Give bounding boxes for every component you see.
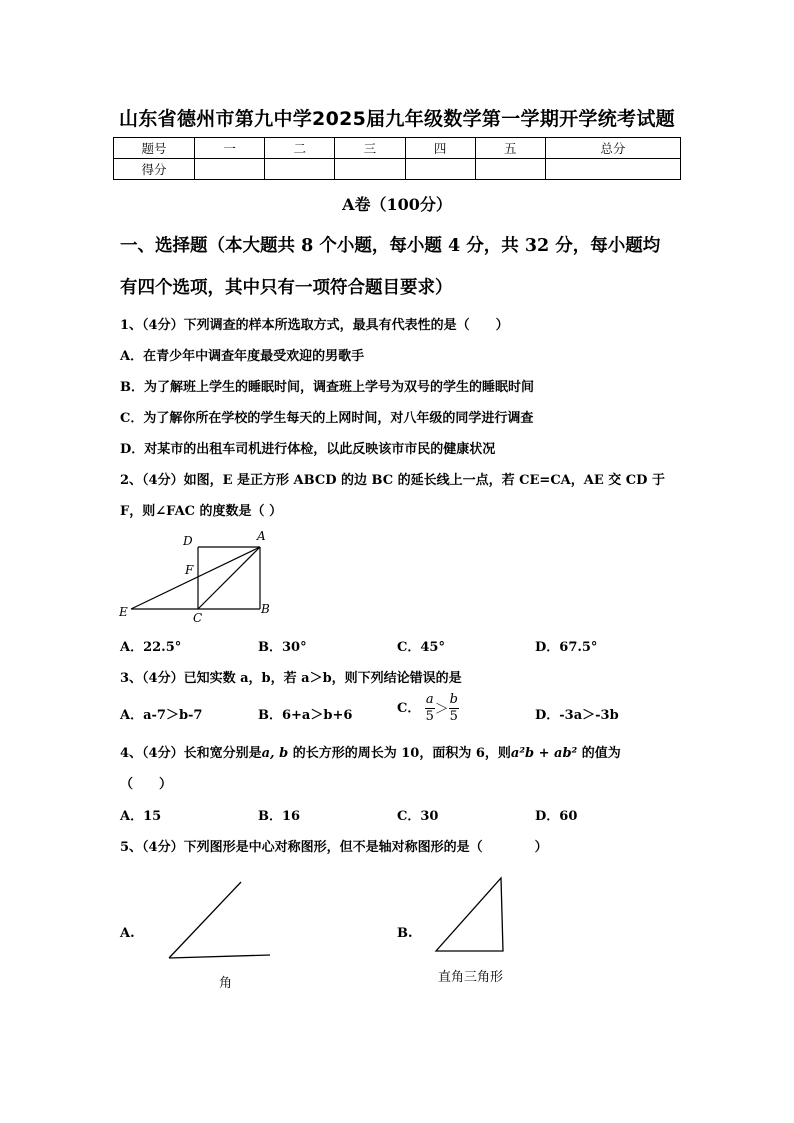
score-table	[113, 137, 681, 180]
q4-stem-pre: 4、（4分）长和宽分别是	[120, 746, 262, 761]
q5-option-a[interactable]: A.	[120, 926, 135, 941]
section-a-heading: A卷（100分）	[342, 195, 452, 214]
q4-stem-expr: a²b + ab²	[510, 746, 578, 761]
q4-stem-mid: 的长方形的周长为 10，面积为 6，则	[288, 746, 511, 761]
fraction-denominator: 5	[449, 709, 458, 724]
q4-stem-line2: （ ）	[120, 777, 173, 792]
right-triangle-figure	[430, 872, 510, 956]
q1-stem: 1、（4分）下列调查的样本所选取方式，最具有代表性的是（ ）	[120, 318, 509, 333]
q3-option-a[interactable]: A．a-7＞b-7	[120, 708, 203, 723]
label-c: C	[193, 611, 203, 625]
score-header-cell: 五	[475, 138, 545, 159]
score-cell[interactable]	[405, 159, 475, 180]
q5-option-b[interactable]: B.	[397, 926, 413, 941]
exam-title: 山东省德州市第九中学2025届九年级数学第一学期开学统考试题	[119, 108, 675, 130]
q4-option-a[interactable]: A．15	[120, 809, 162, 824]
segment-ac	[198, 547, 260, 609]
q2-stem-line2: F，则∠FAC 的度数是（ ）	[120, 504, 283, 519]
q2-option-a[interactable]: A．22.5°	[120, 640, 182, 655]
q4-stem-post: 的值为	[577, 746, 621, 761]
angle-ray-lower	[169, 955, 270, 958]
q4-option-c[interactable]: C．30	[397, 809, 439, 824]
q2-option-d[interactable]: D．67.5°	[535, 640, 598, 655]
label-e: E	[119, 605, 128, 619]
section1-heading-line2: 有四个选项，其中只有一项符合题目要求）	[120, 278, 453, 298]
q2-option-c[interactable]: C．45°	[397, 640, 445, 655]
fraction-numerator: a	[425, 692, 434, 707]
score-cell[interactable]	[195, 159, 265, 180]
q3-option-c-prefix: C．	[397, 701, 421, 716]
q2-option-b[interactable]: B．30°	[258, 640, 307, 655]
score-cell[interactable]	[335, 159, 405, 180]
q1-option-b[interactable]: B．为了解班上学生的睡眠时间，调查班上学号为双号的学生的睡眠时间	[120, 380, 534, 395]
fraction-numerator: b	[449, 692, 458, 707]
q1-option-d[interactable]: D．对某市的出租车司机进行体检，以此反映该市市民的健康状况	[120, 442, 496, 457]
q4-stem	[120, 742, 621, 761]
score-header-cell: 一	[195, 138, 265, 159]
fraction-b-over-5	[449, 692, 459, 725]
label-b: B	[261, 602, 270, 616]
label-f: F	[185, 563, 194, 577]
score-header-cell: 二	[265, 138, 335, 159]
q1-option-a[interactable]: A．在青少年中调查年度最受欢迎的男歌手	[120, 349, 365, 364]
greater-than-sign: ＞	[434, 701, 449, 718]
score-table-score-row	[114, 159, 681, 180]
score-cell[interactable]	[475, 159, 545, 180]
section1-heading-line1: 一、选择题（本大题共 8 个小题，每小题 4 分，共 32 分，每小题均	[120, 236, 661, 256]
q4-option-d[interactable]: D．60	[535, 809, 578, 824]
score-header-cell: 三	[335, 138, 405, 159]
q2-stem-line1: 2、（4分）如图，E 是正方形 ABCD 的边 BC 的延长线上一点，若 CE=CA，AE 交 CD 于	[120, 473, 665, 488]
q5-stem: 5、（4分）下列图形是中心对称图形，但不是轴对称图形的是（ ）	[120, 840, 548, 855]
q4-stem-vars: a, b	[261, 746, 289, 761]
q5-option-b-caption: 直角三角形	[438, 970, 504, 985]
q3-stem: 3、（4分）已知实数 a，b，若 a＞b，则下列结论错误的是	[120, 671, 462, 686]
q5-option-a-caption: 角	[219, 976, 233, 991]
score-row-label: 得分	[114, 159, 195, 180]
q4-option-b[interactable]: B．16	[258, 809, 301, 824]
score-cell[interactable]	[545, 159, 680, 180]
angle-figure	[160, 876, 280, 966]
fraction-denominator: 5	[425, 709, 434, 724]
score-header-cell: 总分	[545, 138, 680, 159]
right-triangle	[436, 878, 503, 951]
score-cell[interactable]	[265, 159, 335, 180]
q3-option-d[interactable]: D．-3a＞-3b	[535, 708, 619, 723]
score-table-header-row	[114, 138, 681, 159]
square-figure	[112, 526, 282, 628]
segment-ae	[131, 547, 260, 609]
label-a: A	[257, 529, 266, 543]
score-header-cell: 四	[405, 138, 475, 159]
fraction-a-over-5	[425, 692, 435, 725]
score-header-cell: 题号	[114, 138, 195, 159]
angle-ray-upper	[169, 882, 241, 958]
q1-option-c[interactable]: C．为了解你所在学校的学生每天的上网时间，对八年级的同学进行调查	[120, 411, 534, 426]
q3-option-b[interactable]: B．6+a＞b+6	[258, 708, 353, 723]
label-d: D	[183, 534, 193, 548]
q3-option-c[interactable]	[397, 692, 459, 725]
